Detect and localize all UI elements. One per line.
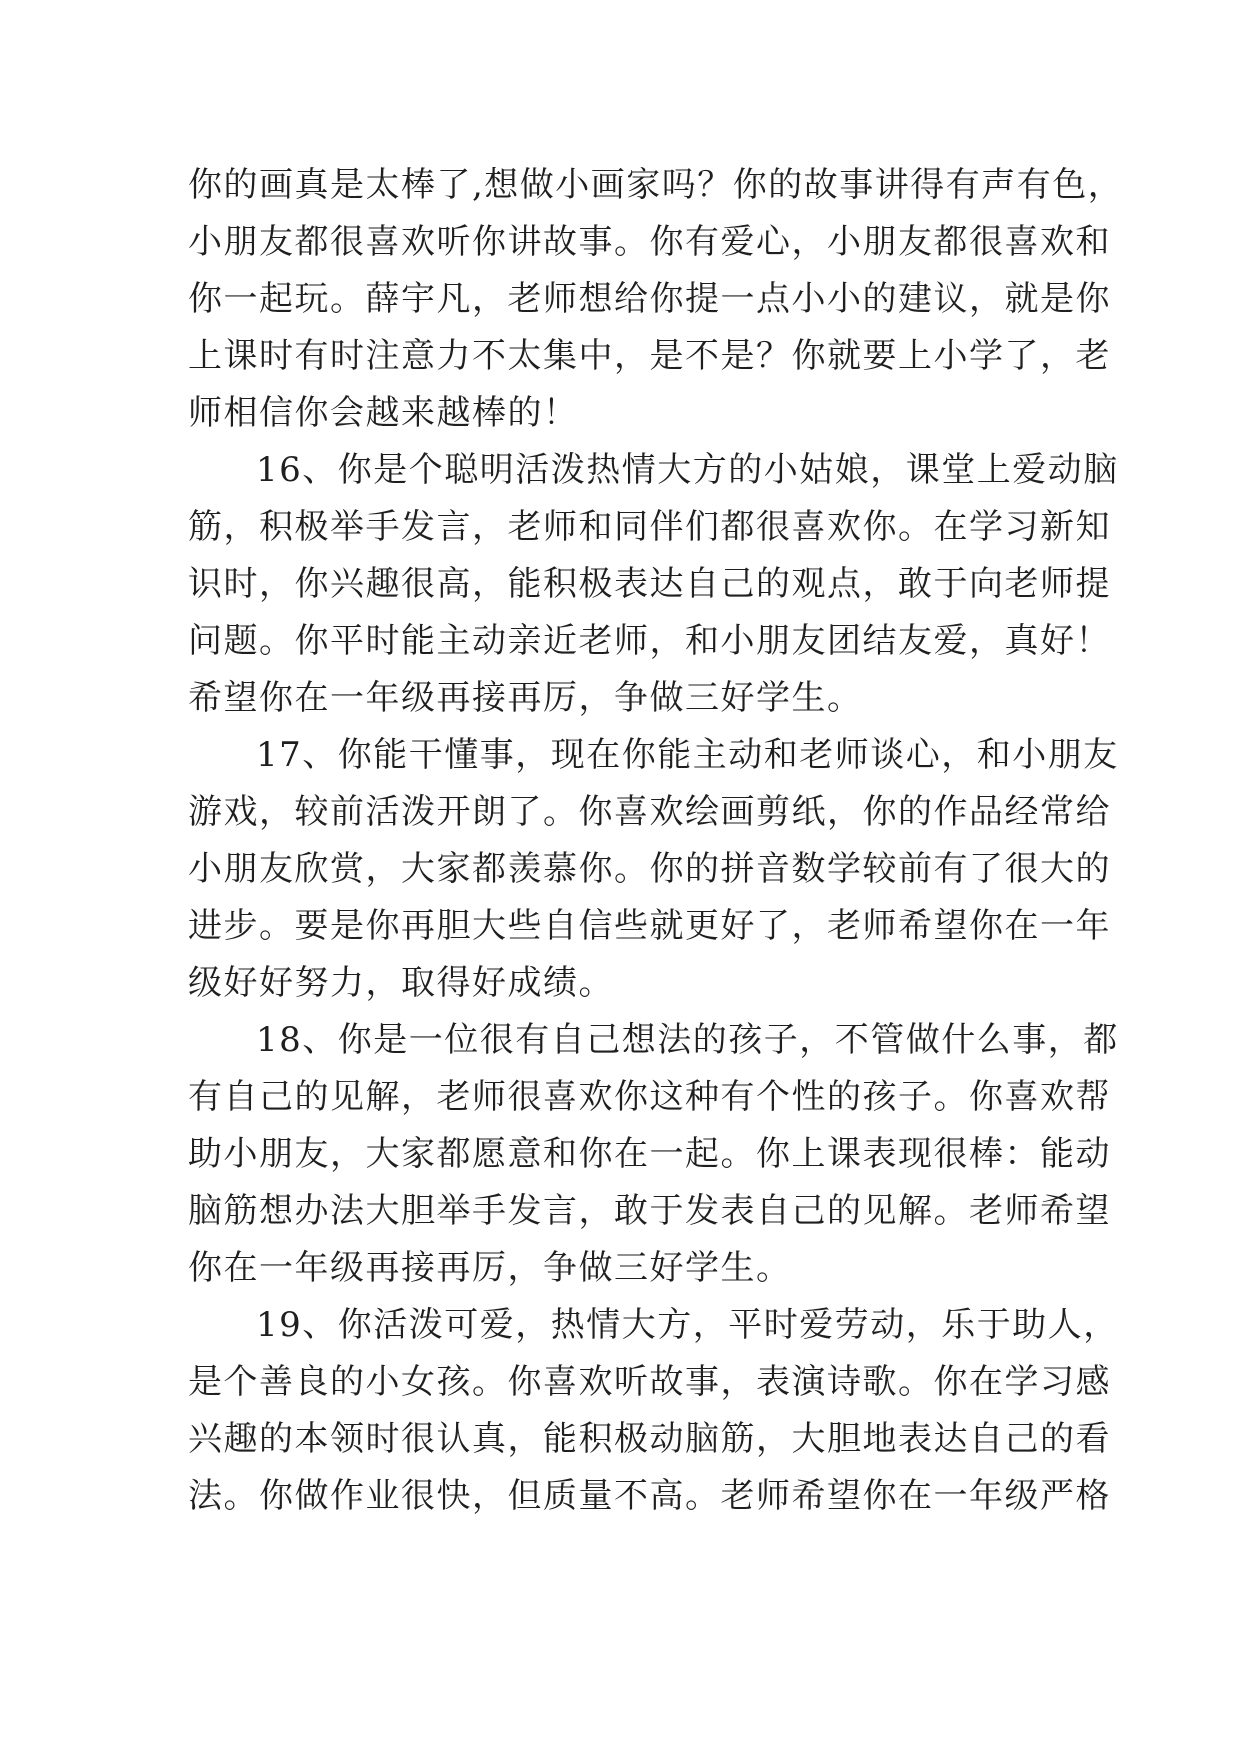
text-line: 你在一年级再接再厉，争做三好学生。 bbox=[188, 1248, 792, 1288]
text-line: 有自己的见解，老师很喜欢你这种有个性的孩子。你喜欢帮 bbox=[188, 1077, 1111, 1117]
paragraph-17-start: 17、你能干懂事，现在你能主动和老师谈心，和小朋友 bbox=[256, 735, 1119, 775]
text-line: 级好好努力，取得好成绩。 bbox=[188, 963, 614, 1003]
paragraph-18-start: 18、你是一位很有自己想法的孩子，不管做什么事，都 bbox=[256, 1020, 1119, 1060]
paragraph-19-start: 19、你活泼可爱，热情大方，平时爱劳动，乐于助人， bbox=[256, 1305, 1119, 1345]
text-line: 你一起玩。薛宇凡，老师想给你提一点小小的建议，就是你 bbox=[188, 279, 1111, 319]
text-line: 筋，积极举手发言，老师和同伴们都很喜欢你。在学习新知 bbox=[188, 507, 1111, 547]
text-line: 识时，你兴趣很高，能积极表达自己的观点，敢于向老师提 bbox=[188, 564, 1111, 604]
text-line: 小朋友都很喜欢听你讲故事。你有爱心，小朋友都很喜欢和 bbox=[188, 222, 1111, 262]
text-line: 上课时有时注意力不太集中，是不是？你就要上小学了，老 bbox=[188, 336, 1111, 376]
text-line: 游戏，较前活泼开朗了。你喜欢绘画剪纸，你的作品经常给 bbox=[188, 792, 1111, 832]
text-line: 问题。你平时能主动亲近老师，和小朋友团结友爱，真好！ bbox=[188, 621, 1111, 661]
text-line: 是个善良的小女孩。你喜欢听故事，表演诗歌。你在学习感 bbox=[188, 1362, 1111, 1402]
text-line: 法。你做作业很快，但质量不高。老师希望你在一年级严格 bbox=[188, 1476, 1111, 1516]
paragraph-16-start: 16、你是个聪明活泼热情大方的小姑娘，课堂上爱动脑 bbox=[256, 450, 1119, 490]
text-line: 进步。要是你再胆大些自信些就更好了，老师希望你在一年 bbox=[188, 906, 1111, 946]
text-line: 脑筋想办法大胆举手发言，敢于发表自己的见解。老师希望 bbox=[188, 1191, 1111, 1231]
text-line: 希望你在一年级再接再厉，争做三好学生。 bbox=[188, 678, 863, 718]
text-line: 师相信你会越来越棒的！ bbox=[188, 393, 579, 433]
text-line: 你的画真是太棒了,想做小画家吗？你的故事讲得有声有色， bbox=[188, 165, 1124, 205]
text-line: 小朋友欣赏，大家都羡慕你。你的拼音数学较前有了很大的 bbox=[188, 849, 1111, 889]
text-line: 助小朋友，大家都愿意和你在一起。你上课表现很棒：能动 bbox=[188, 1134, 1111, 1174]
text-line: 兴趣的本领时很认真，能积极动脑筋，大胆地表达自己的看 bbox=[188, 1419, 1111, 1459]
